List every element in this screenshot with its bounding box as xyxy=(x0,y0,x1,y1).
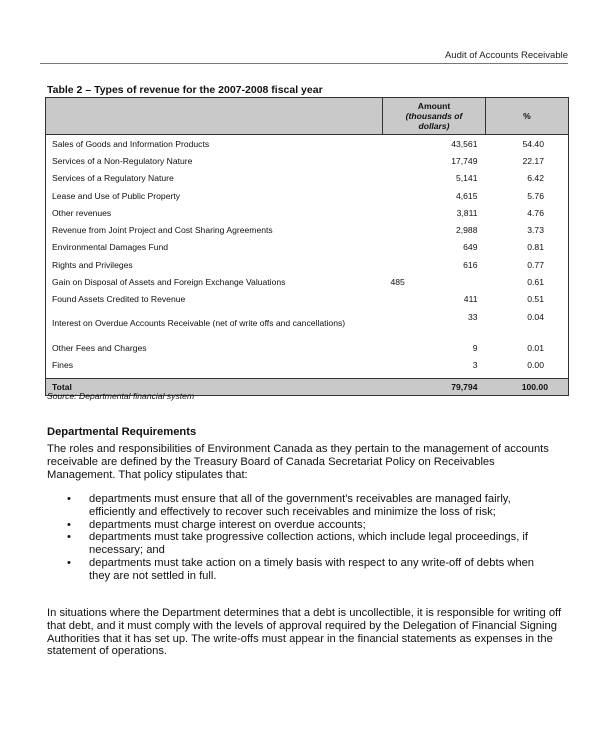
row-label: Other revenues xyxy=(46,204,383,221)
bullet-icon: • xyxy=(67,531,71,544)
row-amount: 616 xyxy=(463,259,478,270)
row-amount: 5,141 xyxy=(455,173,478,184)
table-row xyxy=(46,356,569,378)
list-item-text: departments must take action on a timely basis with respect to any write-off of debts when they are not settled in full. xyxy=(89,556,535,582)
amount-column-header: Amount (thousands of dollars) xyxy=(383,98,486,135)
row-percent: 54.40 xyxy=(486,135,569,153)
table-row xyxy=(46,291,569,308)
row-amount: 3 xyxy=(472,359,478,370)
bullet-icon: • xyxy=(67,556,71,569)
row-label: Sales of Goods and Information Products xyxy=(46,135,383,153)
row-amount: 485 xyxy=(390,277,405,288)
row-percent: 4.76 xyxy=(486,204,569,221)
row-label: Interest on Overdue Accounts Receivable (net of write offs and cancellations) xyxy=(46,308,383,339)
table-row xyxy=(46,135,569,153)
table-header-row xyxy=(46,98,569,135)
percent-column-header: % xyxy=(486,98,569,135)
label-column-header xyxy=(46,98,383,135)
requirements-list xyxy=(47,493,557,583)
table-row xyxy=(46,273,569,290)
row-label: Found Assets Credited to Revenue xyxy=(46,291,383,308)
table-row xyxy=(46,187,569,204)
table-row xyxy=(46,239,569,256)
row-percent: 0.01 xyxy=(486,339,569,356)
row-label: Gain on Disposal of Assets and Foreign Exchange Valuations xyxy=(46,273,383,290)
table-title: Table 2 – Types of revenue for the 2007-2008 fiscal year xyxy=(47,84,323,96)
list-item xyxy=(47,557,557,583)
row-percent: 3.73 xyxy=(486,221,569,238)
row-amount: 33 xyxy=(467,311,478,322)
table-row xyxy=(46,221,569,238)
table-source-note: Source: Departmental financial system xyxy=(47,391,195,401)
revenue-table xyxy=(45,97,569,396)
list-item xyxy=(47,531,557,557)
table-row xyxy=(46,204,569,221)
total-label: Total xyxy=(46,378,383,395)
row-amount: 17,749 xyxy=(451,155,478,166)
table-row xyxy=(46,170,569,187)
row-amount: 9 xyxy=(472,342,478,353)
closing-paragraph: In situations where the Department determines that a debt is uncollectible, it is responsible for writing off that debt, and it must comply with the levels of approval required by the Delegation of Financial Signing Authorities that it has set up. The write-offs must appear in the financial statements as expenses in the statement of operations. xyxy=(47,607,562,658)
row-label: Fines xyxy=(46,356,383,378)
table-row xyxy=(46,152,569,169)
row-amount: 2,988 xyxy=(455,225,478,236)
row-amount: 4,615 xyxy=(455,190,478,201)
bullet-icon: • xyxy=(67,493,71,505)
row-percent: 22.17 xyxy=(486,152,569,169)
row-label: Rights and Privileges xyxy=(46,256,383,273)
row-label: Services of a Regulatory Nature xyxy=(46,170,383,187)
row-amount: 649 xyxy=(463,242,478,253)
table-row xyxy=(46,256,569,273)
row-label: Services of a Non-Regulatory Nature xyxy=(46,152,383,169)
intro-paragraph: The roles and responsibilities of Environment Canada as they pertain to the management of accounts receivable are defined by the Treasury Board of Canada Secretariat Policy on Receivables Management. That policy stipulates that: xyxy=(47,443,549,481)
row-amount: 411 xyxy=(463,294,478,305)
table-row xyxy=(46,308,569,339)
table-row xyxy=(46,339,569,356)
row-label: Environmental Damages Fund xyxy=(46,239,383,256)
row-percent: 0.81 xyxy=(486,239,569,256)
total-percent: 100.00 xyxy=(486,378,569,395)
row-percent: 6.42 xyxy=(486,170,569,187)
bullet-icon: • xyxy=(67,518,71,531)
list-item xyxy=(47,493,557,519)
row-label: Revenue from Joint Project and Cost Sharing Agreements xyxy=(46,221,383,238)
row-percent: 0.51 xyxy=(486,291,569,308)
row-percent: 0.00 xyxy=(486,356,569,378)
row-label: Other Fees and Charges xyxy=(46,339,383,356)
row-amount: 43,561 xyxy=(451,138,478,149)
row-percent: 5.76 xyxy=(486,187,569,204)
list-item-text: departments must take progressive collection actions, which include legal proceedings, if necessary; and xyxy=(89,531,529,557)
list-item-text: departments must charge interest on overdue accounts; xyxy=(89,518,366,531)
row-label: Lease and Use of Public Property xyxy=(46,187,383,204)
row-amount: 3,811 xyxy=(456,207,478,218)
running-header: Audit of Accounts Receivable xyxy=(40,50,568,64)
row-percent: 0.04 xyxy=(486,308,569,339)
total-amount: 79,794 xyxy=(383,378,486,395)
list-item xyxy=(47,519,557,532)
section-heading: Departmental Requirements xyxy=(47,426,197,438)
list-item-text: departments must ensure that all of the government's receivables are managed fairly, efficiently and effectively to recover such receivables and minimize the loss of risk; xyxy=(89,493,511,518)
row-percent: 0.77 xyxy=(486,256,569,273)
row-percent: 0.61 xyxy=(486,273,569,290)
